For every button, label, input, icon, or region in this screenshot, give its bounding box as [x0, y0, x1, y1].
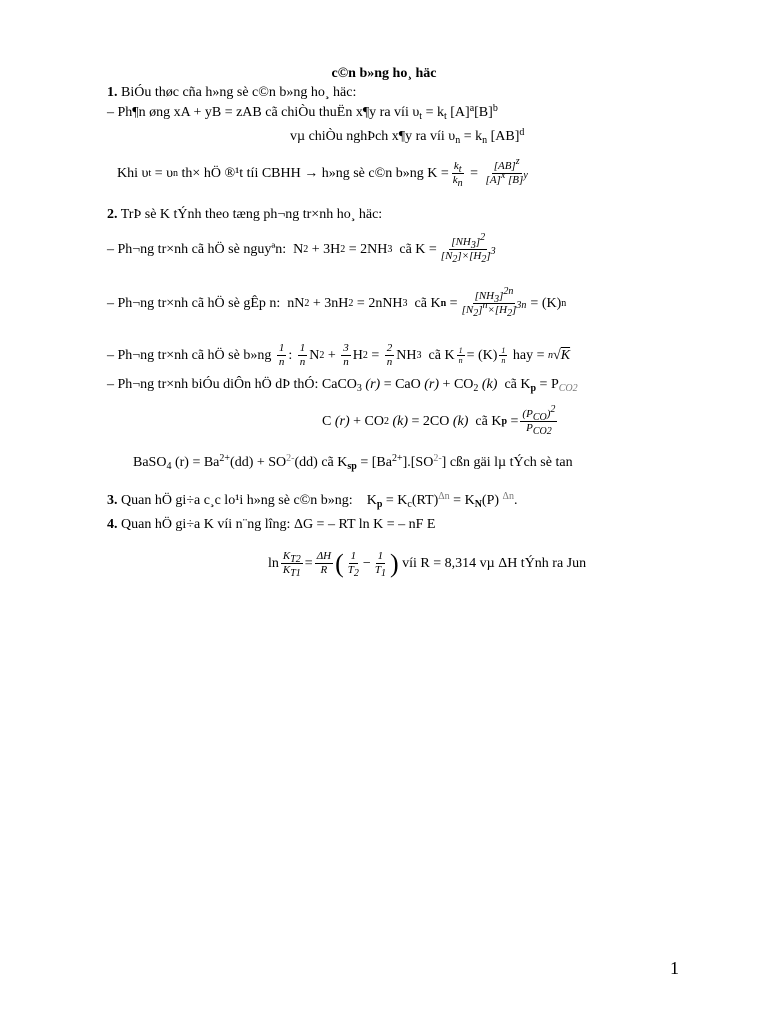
page-title: c©n b»ng ho¸ häc — [331, 66, 437, 81]
kn-fraction: $\frac{[NH_3]^{2n}}{[N_2]^n\times[H_2]^{3n}}$ — [461, 286, 527, 319]
reaction-reverse-line: vµ chiÒu nghÞch x¶y ra víi $\upsilon_n = k_n$ [AB]$^d$ — [290, 127, 525, 146]
section-number: 1. — [107, 85, 118, 100]
kp-fraction: $\frac{(P_{CO})^2}{P_{CO2}}$ — [522, 404, 556, 437]
solubility-product-line: BaSO$_4$ $(r) = Ba^{2+}(dd) + SO^{2-}(dd)$ cã $K_{sp} = [Ba^{2+}].[SO^{2-}]$ cßn gäi lµ tÝch sè tan — [133, 453, 573, 472]
vant-hoff-equation: ln $\frac{K_{T2}}{K_{T1}}$ = $\frac{\Delta H}{R}$ ( $\frac{1}{T_2}$ − $\frac{1}{T_1}$ ) víi R = 8,314 vµ ΔH tÝnh ra Jun — [268, 548, 587, 579]
carbon-reaction-line: C (r) + CO 2 (k) = 2CO (k) cã K p = $\frac{(P_{CO})^2}{P_{CO2}}$ — [322, 404, 556, 437]
k-fraction: $\frac{[NH_3]^2}{[N_2]\times[H_2]^3}$ — [440, 232, 496, 265]
reaction-forward-line: – Ph¶n øng xA + yB = zAB cã chiÒu thuËn x¶y ra víi $\upsilon_t = k_t$ $[A]^a[B]^b$ — [107, 103, 498, 122]
section-heading-text: BiÓu thøc cña h»ng sè c©n b»ng ho¸ häc: — [121, 85, 357, 100]
page-number: 1 — [670, 958, 679, 978]
heterogeneous-line: – Ph¬ng tr×nh biÓu diÔn hÖ dÞ thÓ: CaCO$_3$ (r) = CaO $(r) + CO_2$ (k) cã $K_p = P_{CO2}$ — [107, 377, 578, 394]
section-2-heading: 2. TrÞ sè K tÝnh theo tæng ph¬ng tr×nh ho¸ häc: — [107, 207, 383, 222]
section-4-heading: 4. Quan hÖ gi÷a K víi n¨ng lîng: ΔG = – RT ln K = – nF E — [107, 517, 436, 532]
fraction-coefficient-line: – Ph¬ng tr×nh cã hÖ sè b»ng $\frac{1}{n}$ : $\frac{1}{n}$ N 2 + $\frac{3}{n}$ H 2 = $\frac{2}{n}$ NH 3 cã K $\frac{1}{n}$ = (K) $\frac{1}{n}$ hay = n √ K — [107, 342, 571, 368]
section-1-heading — [107, 84, 356, 102]
concentration-fraction: $\frac{[AB]^z}{[A]^x [B]^y}$ — [485, 156, 528, 186]
equilibrium-constant-line: Khi υ t = υ n th× hÖ ®¹t tíi CBHH → h»ng sè c©n b»ng K = $\frac{k_t}{k_n}$ = $\frac{[AB]^z}{[A]^x [B]^y}$ — [117, 156, 528, 189]
root-symbol: √ — [553, 347, 561, 363]
section-3-line: 3. Quan hÖ gi÷a c¸c lo¹i h»ng sè c©n b»ng: $K_p = K_c(RT)^{\Delta n} = K_N(P)$ $^{\Delta n}$. — [107, 491, 518, 510]
rate-constant-fraction: $\frac{k_t}{k_n}$ — [452, 160, 463, 189]
n-coefficient-line: – Ph¬ng tr×nh cã hÖ sè gÊp n: nN 2 + 3nH 2 = 2nNH 3 cã K n = $\frac{[NH_3]^{2n}}{[N_2]^n\times[H_2]^{3n}}$ = (K) n — [107, 286, 567, 319]
integer-coefficient-line: – Ph¬ng tr×nh cã hÖ sè nguyªn: N 2 + 3H 2 = 2NH 3 cã K = $\frac{[NH_3]^2}{[N_2]\times[H_2]^3}$ — [107, 232, 496, 265]
